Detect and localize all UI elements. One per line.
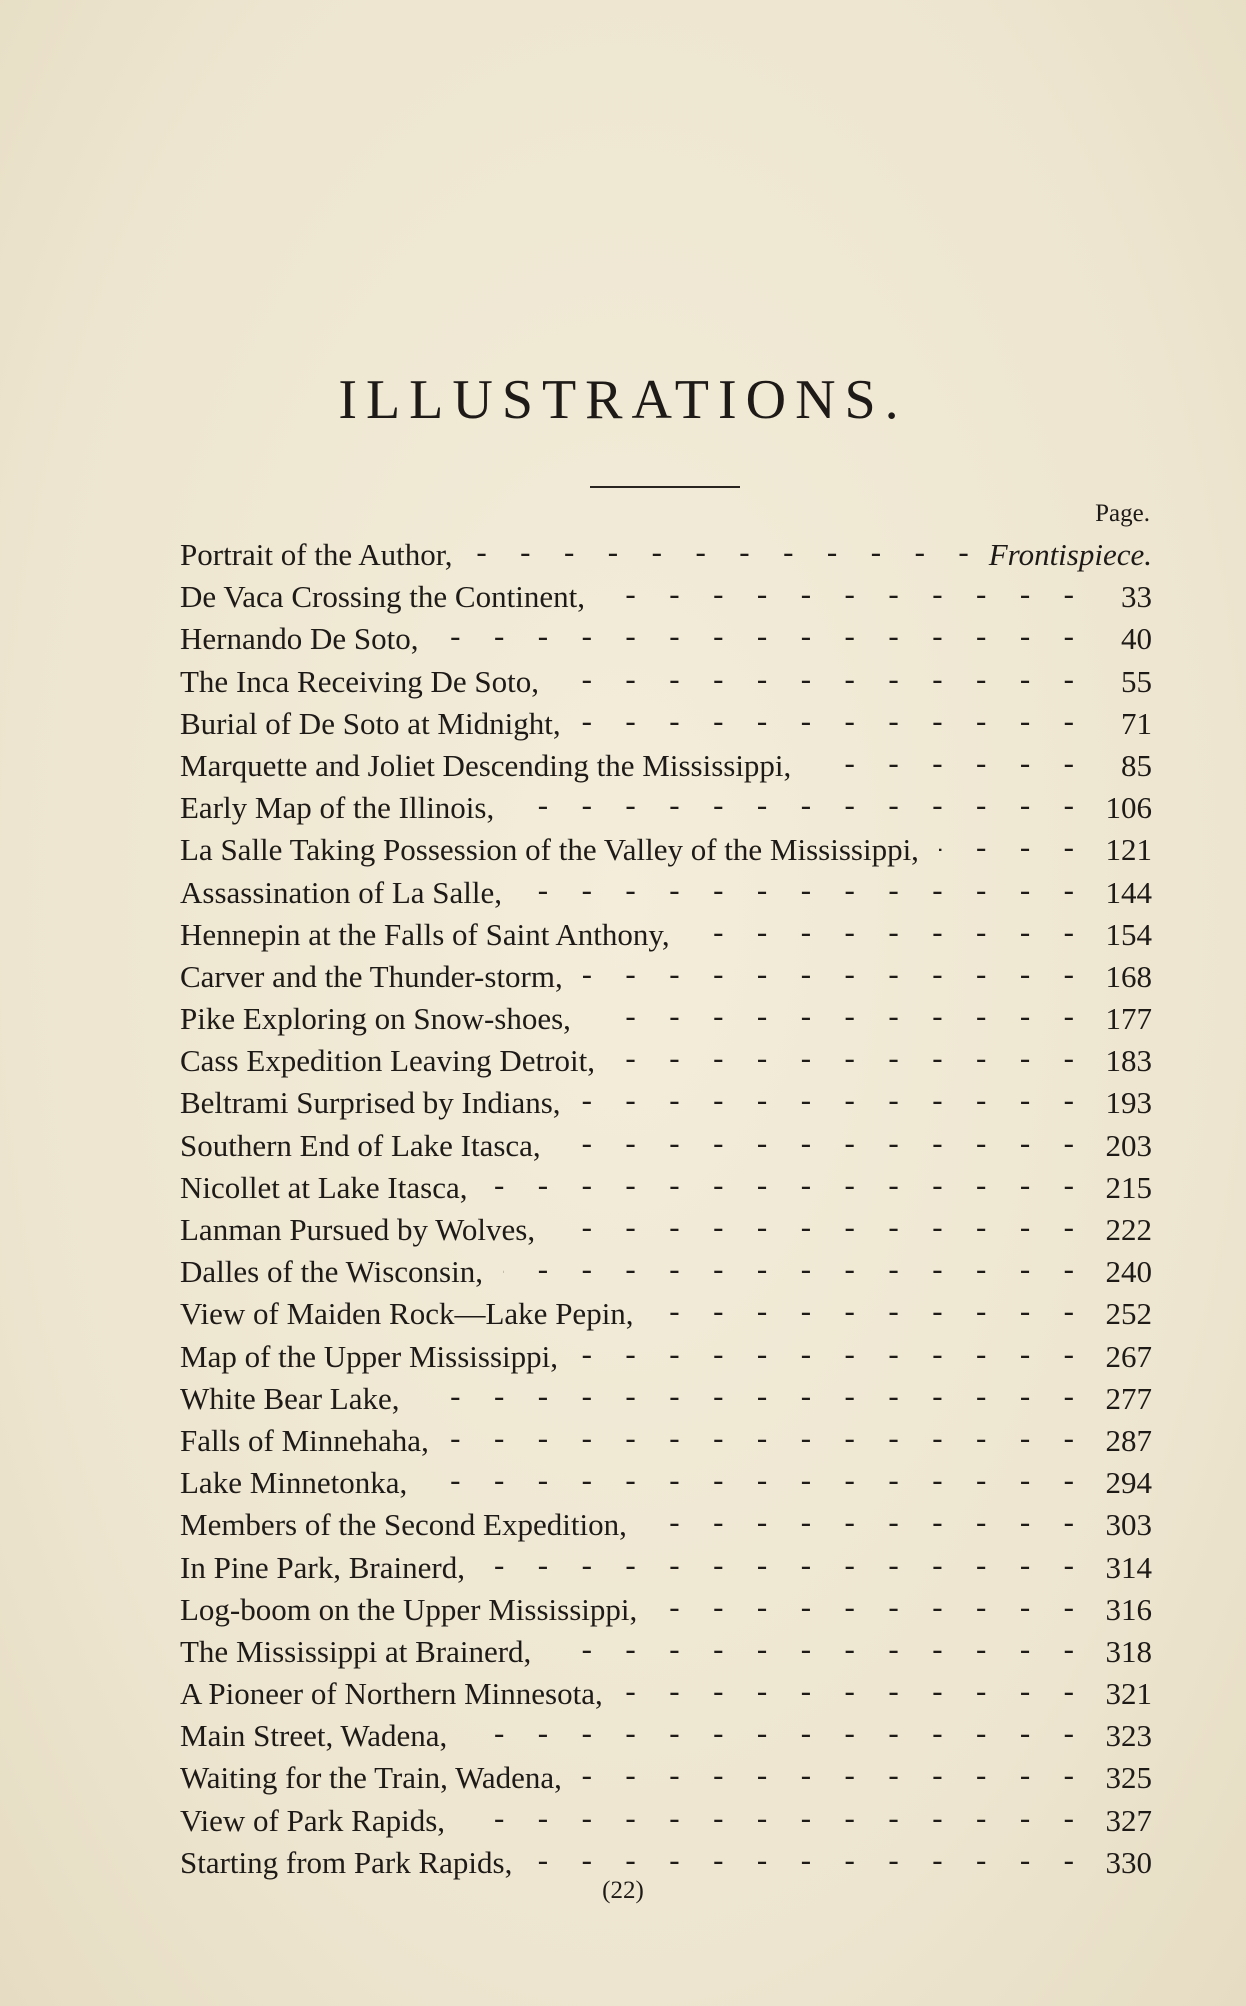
illustration-entry bbox=[180, 1125, 1152, 1167]
illustration-title: View of Maiden Rock—Lake Pepin, bbox=[180, 1296, 634, 1332]
illustration-page-number: 316 bbox=[1105, 1591, 1152, 1627]
dot-leader bbox=[605, 576, 1080, 607]
illustration-entry bbox=[180, 1673, 1152, 1715]
illustration-entry bbox=[180, 745, 1152, 787]
dot-leader bbox=[581, 1082, 1080, 1113]
illustration-page-number: 154 bbox=[1105, 916, 1152, 952]
illustration-title: Falls of Minnehaha, bbox=[180, 1422, 429, 1458]
dot-leader bbox=[578, 1336, 1080, 1367]
illustration-page-number: 294 bbox=[1105, 1465, 1152, 1501]
illustration-page-number: 193 bbox=[1105, 1085, 1152, 1121]
illustration-page-number: 318 bbox=[1105, 1633, 1152, 1669]
illustration-entry bbox=[180, 1040, 1152, 1082]
illustration-page-number: 314 bbox=[1105, 1549, 1152, 1585]
illustration-title: Starting from Park Rapids, bbox=[180, 1844, 513, 1880]
illustration-entry bbox=[180, 872, 1152, 914]
dot-leader bbox=[522, 872, 1080, 903]
dot-leader bbox=[615, 1040, 1080, 1071]
illustration-title: Southern End of Lake Itasca, bbox=[180, 1127, 541, 1163]
illustration-entry bbox=[180, 1589, 1152, 1631]
illustration-page-number: 106 bbox=[1105, 790, 1152, 826]
dot-leader bbox=[465, 1800, 1080, 1831]
illustration-entry bbox=[180, 1462, 1152, 1504]
dot-leader bbox=[582, 1757, 1080, 1788]
dot-leader bbox=[551, 1631, 1080, 1662]
illustration-title: Hernando De Soto, bbox=[180, 621, 419, 657]
illustration-entry bbox=[180, 1504, 1152, 1546]
page-number: (22) bbox=[602, 1877, 644, 1904]
illustration-page-number: 203 bbox=[1105, 1127, 1152, 1163]
illustration-page-number: 85 bbox=[1121, 747, 1152, 783]
illustration-title: Cass Expedition Leaving Detroit, bbox=[180, 1043, 595, 1079]
illustration-title: Map of the Upper Mississippi, bbox=[180, 1338, 559, 1374]
illustration-entry bbox=[180, 1800, 1152, 1842]
illustration-title: Lake Minnetonka, bbox=[180, 1465, 408, 1501]
dot-leader bbox=[811, 745, 1080, 776]
illustration-title: Early Map of the Illinois, bbox=[180, 790, 495, 826]
dot-leader bbox=[449, 1420, 1080, 1451]
dot-leader bbox=[419, 1378, 1080, 1409]
illustration-title: Log-boom on the Upper Mississippi, bbox=[180, 1591, 638, 1627]
illustration-title: In Pine Park, Brainerd, bbox=[180, 1549, 465, 1585]
dot-leader bbox=[514, 787, 1080, 818]
dot-leader bbox=[487, 1167, 1080, 1198]
illustration-page-number: 277 bbox=[1105, 1380, 1152, 1416]
illustration-entry bbox=[180, 703, 1152, 745]
illustration-entry bbox=[180, 1715, 1152, 1757]
illustration-entry bbox=[180, 1757, 1152, 1799]
illustration-entry bbox=[180, 1167, 1152, 1209]
illustration-page-number: 222 bbox=[1105, 1212, 1152, 1247]
illustration-page-number: 121 bbox=[1105, 832, 1152, 868]
illustration-page-number: Frontispiece. bbox=[988, 537, 1152, 572]
dot-leader bbox=[559, 661, 1080, 692]
illustration-entry bbox=[180, 576, 1152, 618]
illustration-title: White Bear Lake, bbox=[180, 1380, 400, 1416]
illustration-entry bbox=[180, 998, 1152, 1040]
illustration-title: Marquette and Joliet Descending the Mississippi, bbox=[180, 747, 792, 783]
dot-leader bbox=[591, 998, 1080, 1029]
illustration-entry bbox=[180, 1336, 1152, 1378]
illustration-entry bbox=[180, 914, 1152, 956]
illustration-entry bbox=[180, 661, 1152, 703]
dot-leader bbox=[555, 1209, 1080, 1240]
dot-leader bbox=[503, 1251, 1080, 1282]
page-title: ILLUSTRATIONS. bbox=[338, 369, 908, 431]
illustration-title: Lanman Pursued by Wolves, bbox=[180, 1212, 536, 1247]
illustration-entry bbox=[180, 1082, 1152, 1124]
illustration-page-number: 240 bbox=[1105, 1254, 1152, 1290]
illustration-page-number: 177 bbox=[1105, 1001, 1152, 1037]
illustration-page-number: 330 bbox=[1105, 1844, 1152, 1880]
illustration-title: Carver and the Thunder-storm, bbox=[180, 958, 563, 994]
illustration-title: Portrait of the Author, bbox=[180, 537, 453, 572]
illustration-entry bbox=[180, 1547, 1152, 1589]
illustration-page-number: 267 bbox=[1105, 1338, 1152, 1374]
illustration-title: Burial of De Soto at Midnight, bbox=[180, 705, 561, 741]
illustration-title: Pike Exploring on Snow-shoes, bbox=[180, 1001, 571, 1037]
illustration-title: La Salle Taking Possession of the Valley of the Mississippi, bbox=[180, 832, 919, 868]
illustration-title: Beltrami Surprised by Indians, bbox=[180, 1085, 561, 1121]
illustration-page-number: 183 bbox=[1105, 1043, 1152, 1079]
illustration-entry bbox=[180, 956, 1152, 998]
dot-leader bbox=[654, 1293, 1080, 1324]
illustration-title: De Vaca Crossing the Continent, bbox=[180, 579, 585, 615]
illustration-entry bbox=[180, 829, 1152, 871]
illustration-page-number: 215 bbox=[1105, 1169, 1152, 1205]
dot-leader bbox=[690, 914, 1080, 945]
illustration-page-number: 71 bbox=[1121, 705, 1152, 741]
illustration-page-number: 168 bbox=[1105, 958, 1152, 994]
illustration-entry bbox=[180, 1209, 1152, 1251]
illustration-entry bbox=[180, 1293, 1152, 1335]
dot-leader bbox=[467, 1715, 1080, 1746]
illustration-title: Waiting for the Train, Wadena, bbox=[180, 1760, 562, 1796]
dot-leader bbox=[473, 534, 975, 565]
illustration-page-number: 323 bbox=[1105, 1718, 1152, 1754]
dot-leader bbox=[623, 1673, 1080, 1704]
illustration-title: Assassination of La Salle, bbox=[180, 874, 503, 910]
illustration-title: View of Park Rapids, bbox=[180, 1802, 446, 1838]
dot-leader bbox=[485, 1547, 1080, 1578]
illustration-title: Hennepin at the Falls of Saint Anthony, bbox=[180, 916, 670, 952]
illustration-page-number: 327 bbox=[1105, 1802, 1152, 1838]
dot-leader bbox=[647, 1504, 1080, 1535]
dot-leader bbox=[939, 829, 1080, 860]
dot-leader bbox=[427, 1462, 1080, 1493]
illustration-title: The Mississippi at Brainerd, bbox=[180, 1633, 532, 1669]
illustration-title: Main Street, Wadena, bbox=[180, 1718, 448, 1754]
illustration-entry bbox=[180, 534, 1152, 576]
dot-leader bbox=[532, 1842, 1080, 1873]
illustration-page-number: 40 bbox=[1121, 621, 1152, 657]
illustration-entry bbox=[180, 1420, 1152, 1462]
dot-leader bbox=[581, 703, 1080, 734]
dot-leader bbox=[438, 618, 1080, 649]
illustrations-list bbox=[180, 534, 1152, 1884]
page-column-header: Page. bbox=[1095, 500, 1150, 527]
title-rule bbox=[590, 486, 740, 488]
illustration-page-number: 321 bbox=[1105, 1676, 1152, 1712]
dot-leader bbox=[561, 1125, 1080, 1156]
illustration-page-number: 287 bbox=[1105, 1422, 1152, 1458]
illustration-title: The Inca Receiving De Soto, bbox=[180, 663, 539, 699]
illustration-page-number: 144 bbox=[1105, 874, 1152, 910]
illustration-entry bbox=[180, 1251, 1152, 1293]
dot-leader bbox=[657, 1589, 1080, 1620]
illustration-page-number: 55 bbox=[1121, 663, 1152, 699]
illustration-entry bbox=[180, 1631, 1152, 1673]
illustration-entry bbox=[180, 787, 1152, 829]
illustration-title: Nicollet at Lake Itasca, bbox=[180, 1169, 468, 1205]
dot-leader bbox=[583, 956, 1080, 987]
illustration-page-number: 325 bbox=[1105, 1760, 1152, 1796]
illustration-title: Dalles of the Wisconsin, bbox=[180, 1254, 483, 1290]
illustration-page-number: 252 bbox=[1105, 1296, 1152, 1332]
illustration-title: Members of the Second Expedition, bbox=[180, 1507, 627, 1543]
illustration-title: A Pioneer of Northern Minnesota, bbox=[180, 1676, 603, 1712]
illustration-page-number: 33 bbox=[1121, 579, 1152, 615]
illustration-entry bbox=[180, 1378, 1152, 1420]
illustration-page-number: 303 bbox=[1105, 1507, 1152, 1543]
illustration-entry bbox=[180, 618, 1152, 660]
